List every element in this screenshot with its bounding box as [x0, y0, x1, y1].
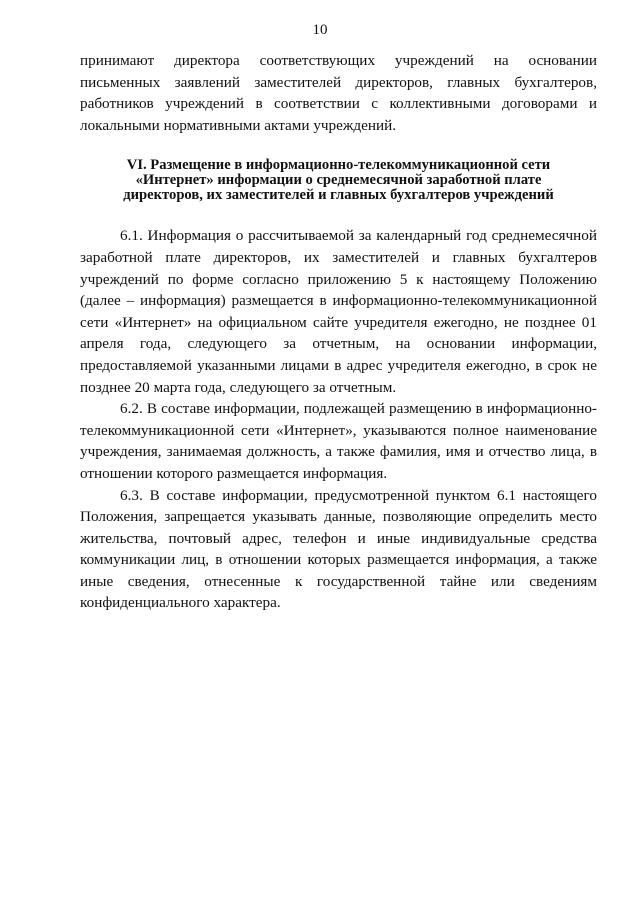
section-heading — [80, 158, 597, 203]
section-heading-line-3: директоров, их заместителей и главных бухгалтеров учреждений — [123, 187, 554, 204]
paragraph-6-3: 6.3. В составе информации, предусмотренной пунктом 6.1 настоящего Положения, запрещается указывать данные, позволяющие определить место жительства, почтовый адрес, телефон и иные индивидуальные средства коммуникации лиц, в отношении которых размещается информация, а также иные сведения, отнесенные к государственной тайне или сведениям конфиденциального характера. — [80, 486, 597, 612]
intro-paragraph: принимают директора соответствующих учреждений на основании письменных заявлений заместителей директоров, главных бухгалтеров, работников учреждений в соответствии с коллективными договорами и локальными нормативными актами учреждений. — [80, 52, 597, 134]
paragraph-6-2: 6.2. В составе информации, подлежащей размещению в информационно-телекоммуникационной сети «Интернет», указываются полное наименование учреждения, занимаемая должность, а также фамилия, имя и отчество лица, в отношении которого размещается информация. — [80, 400, 597, 482]
paragraph-6-1: 6.1. Информация о рассчитываемой за календарный год среднемесячной заработной плате директоров, их заместителей и главных бухгалтеров учреждений по форме согласно приложению 5 к настоящему Положению (далее – информация) размещается в информационно-телекоммуникационной сети «Интернет» на официальном сайте учредителя ежегодно, не позднее 01 апреля года, следующего за отчетным, на основании информации, предоставляемой указанными лицами в адрес учредителя ежегодно, в срок не позднее 20 марта года, следующего за отчетным. — [80, 227, 597, 396]
section-heading-line-2: «Интернет» информации о среднемесячной заработной плате — [135, 172, 542, 189]
section-heading-line-1: VI. Размещение в информационно-телекоммуникационной сети — [126, 157, 551, 174]
document-body — [80, 50, 597, 614]
page-number: 10 — [312, 22, 328, 38]
